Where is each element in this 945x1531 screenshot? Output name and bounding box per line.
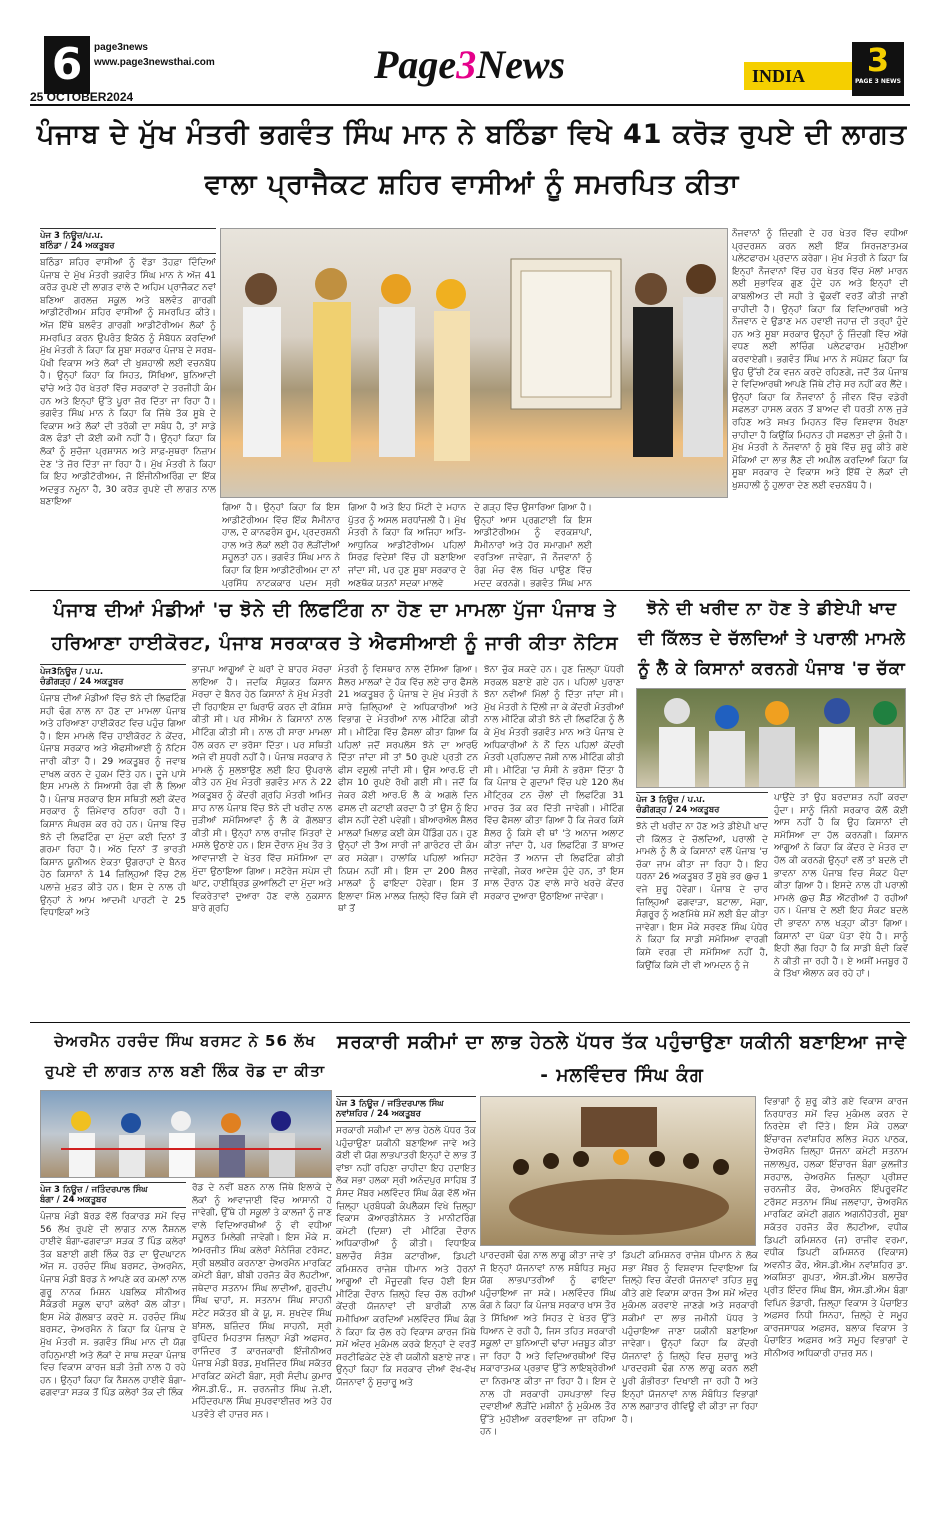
story5-col1 [336,1096,476,1516]
story1-col1 [40,228,216,588]
masthead [44,36,904,104]
story4-text-1: ਪੰਜਾਬ ਮੰਡੀ ਬੋਰਡ ਵੱਲੋਂ ਰਿਕਾਰਡ ਸਮੇਂ ਵਿਚ 56 ਲੱਖ ਰੁਪਏ ਦੀ ਲਾਗਤ ਨਾਲ ਨੈਸ਼ਨਲ ਹਾਈਵੇ ਬੰਗਾ-ਫਗਵਾੜਾ ਸੜਕ ਤੋਂ ਪਿੰਡ ਕਲੇਰਾਂ ਤੱਕ ਬਣਾਈ ਗਈ ਲਿੰਕ ਰੋਡ ਦਾ ਉਦਘਾਟਨ ਅੱਜ ਸ. ਹਰਚੰਦ ਸਿੰਘ ਬਰਸਟ, ਚੇਅਰਮੈਨ, ਪੰਜਾਬ ਮੰਡੀ ਬੋਰਡ ਨੇ ਆਪਣੇ ਕਰ ਕਮਲਾਂ ਨਾਲ ਗੁਰੂ ਨਾਨਕ ਮਿਸ਼ਨ ਪਬਲਿਕ ਸੀਨੀਅਰ ਸੈਕੰਡਰੀ ਸਕੂਲ ਢਾਹਾਂ ਕਲੇਰਾਂ ਕੋਲ ਕੀਤਾ। ਇਸ ਮੌਕੇ ਗੱਲਬਾਤ ਕਰਦੇ ਸ. ਹਰਚੰਦ ਸਿੰਘ ਬਰਸਟ, ਚੇਅਰਮੈਨ ਨੇ ਕਿਹਾ ਕਿ ਪੰਜਾਬ ਦੇ ਮੁੱਖ ਮੰਤਰੀ ਸ. ਭਗਵੰਤ ਸਿੰਘ ਮਾਨ ਦੀ ਯੋਗ ਰਹਿਨੁਮਾਈ ਅਤੇ ਲੋਕਾਂ ਦੇ ਸਾਥ ਸਦਕਾ ਪੰਜਾਬ ਵਿਚ ਵਿਕਾਸ ਕਾਰਜ ਬੜੀ ਤੇਜ਼ੀ ਨਾਲ ਹੋ ਰਹੇ ਹਨ। ਉਨ੍ਹਾਂ ਕਿਹਾ ਕਿ ਨੈਸ਼ਨਲ ਹਾਈਵੇ ਬੰਗਾ-ਫਗਵਾੜਾ ਸੜਕ ਤੋਂ ਪਿੰਡ ਕਲੇਰਾਂ ਤੱਕ ਦੀ ਲਿੰਕ [40,1212,186,1399]
story5-photo [480,1096,756,1246]
story2-text-2: ਭਾਜਪਾ ਆਗੂਆਂ ਦੇ ਘਰਾਂ ਦੇ ਬਾਹਰ ਮੋਰਚਾ ਲਾਇਆ ਹੈ। ਜਦਕਿ ਸੰਯੁਕਤ ਕਿਸਾਨ ਮੋਰਚਾ ਦੇ ਬੈਨਰ ਹੇਠ ਕਿਸਾਨਾਂ ਨੇ ਮੁੱਖ ਮੰਤਰੀ ਦੀ ਰਿਹਾਇਸ਼ ਦਾ ਘਿਰਾਓ ਕਰਨ ਦੀ ਕੋਸ਼ਿਸ਼ ਕੀਤੀ ਸੀ। ਪਰ ਸੀਐਮ ਨੇ ਕਿਸਾਨਾਂ ਨਾਲ ਮੀਟਿੰਗ ਕੀਤੀ ਸੀ। ਨਾਲ ਹੀ ਸਾਰਾ ਮਾਮਲਾ ਹੱਲ ਕਰਨ ਦਾ ਭਰੋਸਾ ਦਿੱਤਾ। ਪਰ ਸਥਿਤੀ ਅਜੇ ਵੀ ਸੁਧਰੀ ਨਹੀਂ ਹੈ। ਪੰਜਾਬ ਸਰਕਾਰ ਨੇ ਮਾਮਲੇ ਨੂੰ ਸੁਲਝਾਉਣ ਲਈ ਇਹ ਉਪਰਾਲੇ ਕੀਤੇ ਹਨ ਮੁੱਖ ਮੰਤਰੀ ਭਗਵੰਤ ਮਾਨ ਨੇ 22 ਅਕਤੂਬਰ ਨੂੰ ਕੇਂਦਰੀ ਗ੍ਰਹਿ ਮੰਤਰੀ ਅਮਿਤ ਸ਼ਾਹ ਨਾਲ ਪੰਜਾਬ ਵਿੱਚ ਝੋਨੇ ਦੀ ਖਰੀਦ ਨਾਲ ਜੁੜੀਆਂ ਸਮੱਸਿਆਵਾਂ ਨੂੰ ਲੈ ਕੇ ਗੱਲਬਾਤ ਕੀਤੀ ਸੀ। ਉਨ੍ਹਾਂ ਨਾਲ ਰਾਜੀਵ ਮਿੱਤਰਾਂ ਦੇ ਮਸਲੇ ਉਠਾਏ ਹਨ। ਇਸ ਦੌਰਾਨ ਮੁੱਖ ਤੌਰ ਤੇ ਆਵਾਜਾਈ ਦੇ ਖੇਤਰ ਵਿੱਚ ਸਮੱਸਿਆ ਦਾ ਮੁੱਦਾ ਉਠਾਇਆ ਗਿਆ। ਸਟੋਰੇਜ ਸਪੇਸ ਦੀ ਘਾਟ, ਹਾਈਬ੍ਰਿਡ ਕੁਆਲਿਟੀ ਦਾ ਮੁੱਦਾ ਅਤੇ ਵਿਕਰੇਤਾਵਾਂ ਦੁਆਰਾ ਹੋਣ ਵਾਲੇ ਨੁਕਸਾਨ ਬਾਰੇ ਗ੍ਰਹਿ [192,665,332,915]
story3-photo [636,688,906,788]
story1-text-3: ਗਿਆ ਹੈ ਅਤੇ ਇਹ ਮਿੱਟੀ ਦੇ ਮਹਾਨ ਪੁੱਤਰ ਨੂੰ ਅਸਲ ਸ਼ਰਧਾਂਜਲੀ ਹੈ। ਮੁੱਖ ਮੰਤਰੀ ਨੇ ਕਿਹਾ ਕਿ ਅਜਿਹਾ ਅਤਿ-ਆਧੁਨਿਕ ਆਡੀਟੋਰੀਅਮ ਪਹਿਲਾਂ ਸਿਰਫ਼ ਵਿਦੇਸ਼ਾਂ ਵਿੱਚ ਹੀ ਬਣਾਇਆ ਜਾਂਦਾ ਸੀ, ਪਰ ਹੁਣ ਸੂਬਾ ਸਰਕਾਰ ਦੇ ਅਣਥੱਕ ਯਤਨਾਂ ਸਦਕਾ ਮਾਲਵੇ [348,503,466,588]
ribbon-cutting-photo-icon [41,1091,332,1178]
story3-headline: ਝੋਨੇ ਦੀ ਖਰੀਦ ਨਾ ਹੋਣ ਤੇ ਡੀਏਪੀ ਖਾਦ ਦੀ ਕਿੱਲਤ ਦੇ ਚੱਲਦਿਆਂ ਤੇ ਪਰਾਲੀ ਮਾਮਲੇ ਨੂੰ ਲੈ ਕੇ ਕਿਸਾਨਾਂ ਕਰਨਗੇ ਪੰਜਾਬ 'ਚ ਚੱਕਾ [638,599,906,678]
story1-headline: ਪੰਜਾਬ ਦੇ ਮੁੱਖ ਮੰਤਰੀ ਭਗਵੰਤ ਸਿੰਘ ਮਾਨ ਨੇ ਬਠਿੰਡਾ ਵਿਖੇ 41 ਕਰੋੜ ਰੁਪਏ ਦੀ ਲਾਗਤ ਵਾਲਾ ਪ੍ਰਾਜੈਕਟ ਸ਼ਹਿਰ ਵਾਸੀਆਂ ਨੂੰ ਸਮਰਪਿਤ ਕੀਤਾ [36,119,908,200]
section-rule-1 [30,590,910,591]
page-number: 6 [44,36,90,94]
story2-byline: ਪੇਜ3ਨਿਊਜ਼ / ਪ.ਪ. ਚੰਡੀਗੜ੍ਹ / 24 ਅਕਤੂਬਰ [40,664,186,690]
story1-byline: ਪੇਜ 3 ਨਿਊਜ਼/ਪ.ਪ. ਬਠਿੰਡਾ / 24 ਅਕਤੂਬਰ [40,228,216,254]
story5-byline: ਪੇਜ 3 ਨਿਊਜ਼ / ਜਤਿੰਦਰਪਾਲ ਸਿੰਘ ਨਵਾਂਸ਼ਹਿਰ / 24 ਅਕਤੂਬਰ [336,1096,476,1122]
story4-col1 [40,1182,186,1512]
top-rule [30,104,910,106]
story5-text-2: ਪਾਰਦਰਸ਼ੀ ਢੰਗ ਨਾਲ ਲਾਗੂ ਕੀਤਾ ਜਾਵੇ ਤਾਂ ਜੋ ਇਨ੍ਹਾਂ ਯੋਜਨਾਵਾਂ ਨਾਲ ਸਬੰਧਿਤ ਸਮੂਹ ਯੋਗ ਲਾਭਪਾਤਰੀਆਂ ਨੂੰ ਫਾਇਦਾ ਪਹੁੰਚਾਇਆ ਜਾ ਸਕੇ। ਮਲਵਿੰਦਰ ਸਿੰਘ ਕੰਗ ਨੇ ਕਿਹਾ ਕਿ ਪੰਜਾਬ ਸਰਕਾਰ ਖਾਸ ਤੌਰ ਤੇ ਸਿੱਖਿਆ ਅਤੇ ਸਿਹਤ ਦੇ ਖੇਤਰ ਉੱਤੇ ਧਿਆਨ ਦੇ ਰਹੀ ਹੈ, ਜਿਸ ਤਹਿਤ ਸਰਕਾਰੀ ਸਕੂਲਾਂ ਦਾ ਬੁਨਿਆਦੀ ਢਾਂਚਾ ਮਜ਼ਬੂਤ ਕੀਤਾ ਜਾ ਰਿਹਾ ਹੈ ਅਤੇ ਵਿਦਿਆਰਥੀਆਂ ਵਿੱਚ ਸਕਾਰਾਤਮਕ ਪ੍ਰਭਾਵ ਉੱਤੇ ਲਾਇਬ੍ਰੇਰੀਆਂ ਦਾ ਨਿਰਮਾਣ ਕੀਤਾ ਜਾ ਰਿਹਾ ਹੈ। ਇਸ ਦੇ ਨਾਲ ਹੀ ਸਰਕਾਰੀ ਹਸਪਤਾਲਾਂ ਵਿਚ ਦਵਾਈਆਂ ਲੋੜੀਂਦੇ ਮਸ਼ੀਨਾਂ ਨੂੰ ਮੁਕੰਮਲ ਤੌਰ ਉੱਤੇ ਮੁਹੱਈਆ ਕਰਵਾਇਆ ਜਾ ਰਹਿਆ ਹਨ। [480,1251,616,1438]
story5-text-4: ਵਿਭਾਗਾਂ ਨੂੰ ਸ਼ੁਰੂ ਕੀਤੇ ਗਏ ਵਿਕਾਸ ਕਾਰਜ ਨਿਰਧਾਰਤ ਸਮੇਂ ਵਿਚ ਮੁਕੰਮਲ ਕਰਨ ਦੇ ਨਿਰਦੇਸ਼ ਵੀ ਦਿੱਤੇ। ਇਸ ਮੌਕੇ ਹਲਕਾ ਇੰਚਾਰਜ ਨਵਾਂਸ਼ਹਿਰ ਲਲਿਤ ਮੋਹਨ ਪਾਠਕ, ਚੇਅਰਮੈਨ ਜ਼ਿਲ੍ਹਾ ਯੋਜਨਾ ਕਮੇਟੀ ਸਤਨਾਮ ਜਲਾਲਪੁਰ, ਹਲਕਾ ਇੰਚਾਰਜ ਬੰਗਾ ਕੁਲਜੀਤ ਸਰਹਾਲ, ਚੇਅਰਮੈਨ ਜ਼ਿਲ੍ਹਾ ਪ੍ਰੀਸ਼ਦ ਚਰਨਜੀਤ ਕੌਰ, ਚੇਅਰਮੈਨ ਇੰਪਰੂਵਮੈਂਟ ਟਰੱਸਟ ਸਤਨਾਮ ਸਿੰਘ ਜਲਵਾਹਾ, ਚੇਅਰਮੈਨ ਮਾਰਕਿਟ ਕਮੇਟੀ ਗਗਨ ਅਗਨੀਹੋਤਰੀ, ਸੂਬਾ ਸਕੱਤਰ ਹਰਜੋਤ ਕੌਰ ਲੋਹਟੀਆ, ਵਧੀਕ ਡਿਪਟੀ ਕਮਿਸ਼ਨਰ (ਜ) ਰਾਜੀਵ ਵਰਮਾ, ਵਧੀਕ ਡਿਪਟੀ ਕਮਿਸ਼ਨਰ (ਵਿਕਾਸ) ਅਵਨੀਤ ਕੌਰ, ਐਸ.ਡੀ.ਐਮ ਨਵਾਂਸ਼ਹਿਰ ਡਾ. ਅਕਸ਼ਿਤਾ ਗੁਪਤਾ, ਐਸ.ਡੀ.ਐਮ ਬਲਾਚੌਰ ਪ੍ਰੀਤ ਇੰਦਰ ਸਿੰਘ ਬੈਂਸ, ਐਸ.ਡੀ.ਐਮ ਬੰਗਾ ਵਿਪਿਨ ਭੰਡਾਰੀ, ਜ਼ਿਲ੍ਹਾ ਵਿਕਾਸ ਤੇ ਪੰਚਾਇਤ ਅਫ਼ਸਰ ਨਿਧੀ ਸਿਨਹਾ, ਜ਼ਿਲ੍ਹੇ ਦੇ ਸਮੂਹ ਕਾਰਜਸਾਧਕ ਅਫ਼ਸਰ, ਬਲਾਕ ਵਿਕਾਸ ਤੇ ਪੰਚਾਇਤ ਅਫ਼ਸਰ ਅਤੇ ਸਮੂਹ ਵਿਭਾਗਾਂ ਦੇ ਸੀਨੀਅਰ ਅਧਿਕਾਰੀ ਹਾਜ਼ਰ ਸਨ। [764,1097,908,1359]
story4-photo [40,1090,332,1178]
story2-text-1: ਪੰਜਾਬ ਦੀਆਂ ਮੰਡੀਆਂ ਵਿੱਚ ਝੋਨੇ ਦੀ ਲਿਫਟਿੰਗ ਸਹੀ ਢੰਗ ਨਾਲ ਨਾ ਹੋਣ ਦਾ ਮਾਮਲਾ ਪੰਜਾਬ ਅਤੇ ਹਰਿਆਣਾ ਹਾਈਕੋਰਟ ਵਿਚ ਪਹੁੰਚ ਗਿਆ ਹੈ। ਇਸ ਮਾਮਲੇ ਵਿੱਚ ਹਾਈਕੋਰਟ ਨੇ ਕੇਂਦਰ, ਪੰਜਾਬ ਸਰਕਾਰ ਅਤੇ ਐਫਸੀਆਈ ਨੂੰ ਨੋਟਿਸ ਜਾਰੀ ਕੀਤਾ ਹੈ। 29 ਅਕਤੂਬਰ ਨੂੰ ਜਵਾਬ ਦਾਖਲ ਕਰਨ ਦੇ ਹੁਕਮ ਦਿੱਤੇ ਹਨ। ਦੂਜੇ ਪਾਸੇ ਇਸ ਮਾਮਲੇ ਨੇ ਸਿਆਸੀ ਰੰਗ ਵੀ ਲੈ ਲਿਆ ਹੈ। ਪੰਜਾਬ ਸਰਕਾਰ ਇਸ ਸਥਿਤੀ ਲਈ ਕੇਂਦਰ ਸਰਕਾਰ ਨੂੰ ਜ਼ਿੰਮੇਵਾਰ ਠਹਿਰਾ ਰਹੀ ਹੈ। ਕਿਸਾਨ ਸੰਘਰਸ਼ ਕਰ ਰਹੇ ਹਨ। ਪੰਜਾਬ ਵਿੱਚ ਝੋਨੇ ਦੀ ਲਿਫਟਿੰਗ ਦਾ ਮੁੱਦਾ ਕਈ ਦਿਨਾਂ ਤੋਂ ਗਰਮਾ ਰਿਹਾ ਹੈ। ਅੱਠ ਦਿਨਾਂ ਤੋਂ ਭਾਰਤੀ ਕਿਸਾਨ ਯੂਨੀਅਨ ਏਕਤਾ ਉਗਰਾਹਾਂ ਦੇ ਬੈਨਰ ਹੇਠ ਕਿਸਾਨਾਂ ਨੇ 14 ਜ਼ਿਲ੍ਹਿਆਂ ਵਿੱਚ ਟੋਲ ਪਲਾਜ਼ੇ ਮੁਫ਼ਤ ਕੀਤੇ ਹਨ। ਇਸ ਦੇ ਨਾਲ ਹੀ ਉਨ੍ਹਾਂ ਨੇ ਆਮ ਆਦਮੀ ਪਾਰਟੀ ਦੇ 25 ਵਿਧਾਇਕਾਂ ਅਤੇ [40,694,186,919]
site-name[interactable]: page3news www.page3newsthai.com [94,42,215,68]
section-tag: INDIA [744,62,862,90]
story3-col1 [636,792,768,1020]
story1-photo [220,228,728,498]
story1-text-2: ਗਿਆ ਹੈ। ਉਨ੍ਹਾਂ ਕਿਹਾ ਕਿ ਇਸ ਆਡੀਟੋਰੀਅਮ ਵਿੱਚ ਇੱਕ ਸੈਮੀਨਾਰ ਹਾਲ, ਦੋ ਕਾਨਫਰੰਸ ਰੂਮ, ਪ੍ਰਦਰਸ਼ਨੀ ਹਾਲ ਅਤੇ ਲੋਕਾਂ ਲਈ ਹੋਰ ਲੋੜੀਂਦੀਆਂ ਸਹੂਲਤਾਂ ਹਨ। ਭਗਵੰਤ ਸਿੰਘ ਮਾਨ ਨੇ ਕਿਹਾ ਕਿ ਇਸ ਆਡੀਟੋਰੀਅਮ ਦਾ ਨਾਂ ਪ੍ਰਸਿੱਧ ਨਾਟਕਕਾਰ ਪਦਮ ਸ੍ਰੀ [222,503,340,588]
brand-badge: 3 PAGE 3 NEWS [852,42,904,96]
farmers-press-photo-icon [637,689,906,788]
story4-headline: ਚੇਅਰਮੈਨ ਹਰਚੰਦ ਸਿੰਘ ਬਰਸਟ ਨੇ 56 ਲੱਖ ਰੁਪਏ ਦੀ ਲਾਗਤ ਨਾਲ ਬਣੀ ਲਿੰਕ ਰੋਡ ਦਾ ਕੀਤਾ [44,1032,326,1080]
story1-text-4: ਦੇ ਗੜ੍ਹ ਵਿੱਚ ਉਸਾਰਿਆ ਗਿਆ ਹੈ। ਉਨ੍ਹਾਂ ਆਸ ਪ੍ਰਗਟਾਈ ਕਿ ਇਸ ਆਡੀਟੋਰੀਅਮ ਨੂੰ ਵਰਕਸ਼ਾਪਾਂ, ਸੈਮੀਨਾਰਾਂ ਅਤੇ ਹੋਰ ਸਮਾਗਮਾਂ ਲਈ ਵਰਤਿਆ ਜਾਵੇਗਾ, ਜੋ ਨੌਜਵਾਨਾਂ ਨੂੰ ਰੰਗ ਮੰਚ ਵੱਲ ਖਿੱਚ ਪਾਉਣ ਵਿੱਚ ਮਦਦ ਕਰਨਗੇ। ਭਗਵੰਤ ਸਿੰਘ ਮਾਨ [474,503,592,588]
section-rule-2 [30,1022,910,1023]
story5-text-3: ਡਿਪਟੀ ਕਮਿਸ਼ਨਰ ਰਾਜੇਸ਼ ਧੀਮਾਨ ਨੇ ਲੋਕ ਸਭਾ ਮੈਂਬਰ ਨੂੰ ਵਿਸ਼ਵਾਸ ਦਿਵਾਇਆ ਕਿ ਜ਼ਿਲ੍ਹੇ ਵਿਚ ਕੇਂਦਰੀ ਯੋਜਨਾਵਾਂ ਤਹਿਤ ਸ਼ੁਰੂ ਕੀਤੇ ਗਏ ਵਿਕਾਸ ਕਾਰਜ ਤੈਅ ਸਮੇਂ ਅੰਦਰ ਮੁਕੰਮਲ ਕਰਵਾਏ ਜਾਣਗੇ ਅਤੇ ਸਰਕਾਰੀ ਸਕੀਮਾਂ ਦਾ ਲਾਭ ਜਮੀਨੀ ਪੱਧਰ ਤੇ ਪਹੁੰਚਾਇਆ ਜਾਣਾ ਯਕੀਨੀ ਬਣਾਇਆ ਜਾਵੇਗਾ। ਉਨ੍ਹਾਂ ਕਿਹਾ ਕਿ ਕੇਂਦਰੀ ਯੋਜਨਾਵਾਂ ਨੂੰ ਜ਼ਿਲ੍ਹੇ ਵਿਚ ਸੁਚਾਰੂ ਅਤੇ ਪਾਰਦਰਸ਼ੀ ਢੰਗ ਨਾਲ ਲਾਗੂ ਕਰਨ ਲਈ ਪੂਰੀ ਗੰਭੀਰਤਾ ਦਿਖਾਈ ਜਾ ਰਹੀ ਹੈ ਅਤੇ ਇਨ੍ਹਾਂ ਯੋਜਨਾਵਾਂ ਨਾਲ ਸੰਬੰਧਿਤ ਵਿਭਾਗਾਂ ਨਾਲ ਲਗਾਤਾਰ ਰੀਵਿਊ ਵੀ ਕੀਤਾ ਜਾ ਰਿਹਾ ਹੈ। [622,1251,758,1425]
issue-date: 25 OCTOBER2024 [30,90,134,104]
inauguration-photo-icon [221,229,728,498]
story2-col1 [40,664,186,1016]
story3-text-1: ਝੋਨੇ ਦੀ ਖਰੀਦ ਨਾ ਹੋਣ ਅਤੇ ਡੀਏਪੀ ਖਾਦ ਦੀ ਕਿੱਲਤ ਦੇ ਚੱਲਦਿਆਂ, ਪਰਾਲੀ ਦੇ ਮਾਮਲੇ ਨੂੰ ਲੈ ਕੇ ਕਿਸਾਨਾਂ ਵਲੋਂ ਪੰਜਾਬ 'ਚ ਚੱਕਾ ਜਾਮ ਕੀਤਾ ਜਾ ਰਿਹਾ ਹੈ। ਇਹ ਧਰਨਾ 26 ਅਕਤੂਬਰ ਤੋਂ ਸੂਬੇ ਭਰ @ਚ 1 ਵਜੇ ਸ਼ੁਰੂ ਹੋਵੇਗਾ। ਪੰਜਾਬ ਦੇ ਚਾਰ ਜ਼ਿਲ੍ਹਿਆਂ ਫਗਵਾੜਾ, ਬਟਾਲਾ, ਮੋਗਾ, ਸੰਗਰੂਰ ਨੂੰ ਅਣਮਿੱਥੇ ਸਮੇਂ ਲਈ ਬੰਦ ਕੀਤਾ ਜਾਵੇਗਾ। ਇਸ ਮੌਕੇ ਸਰਵਣ ਸਿੰਘ ਪੰਧੇਰ ਨੇ ਕਿਹਾ ਕਿ ਸਾਡੀ ਸਮੱਸਿਆ ਵਾਰਗੀ ਕਿਸੇ ਵਰਗ ਦੀ ਸਮੱਸਿਆ ਨਹੀਂ ਹੈ, ਕਿਉਂਕਿ ਕਿਸੇ ਦੀ ਵੀ ਆਮਦਨ ਨੂੰ ਜੇ [636,822,768,971]
story1-text-1: ਬਠਿੰਡਾ ਸ਼ਹਿਰ ਵਾਸੀਆਂ ਨੂੰ ਵੱਡਾ ਤੋਹਫ਼ਾ ਦਿੰਦਿਆਂ ਪੰਜਾਬ ਦੇ ਮੁੱਖ ਮੰਤਰੀ ਭਗਵੰਤ ਸਿੰਘ ਮਾਨ ਨੇ ਅੱਜ 41 ਕਰੋੜ ਰੁਪਏ ਦੀ ਲਾਗਤ ਵਾਲੇ ਦੋ ਅਹਿਮ ਪ੍ਰਾਜੈਕਟ ਨਵਾਂ ਬਣਿਆ ਗਰਲਜ਼ ਸਕੂਲ ਅਤੇ ਬਲਵੰਤ ਗਾਰਗੀ ਆਡੀਟੋਰੀਅਮ ਸ਼ਹਿਰ ਵਾਸੀਆਂ ਨੂੰ ਸਮਰਪਿਤ ਕੀਤੇ। ਅੱਜ ਇੱਥੇ ਬਲਵੰਤ ਗਾਰਗੀ ਆਡੀਟੋਰੀਅਮ ਲੋਕਾਂ ਨੂੰ ਸਮਰਪਿਤ ਕਰਨ ਉਪਰੰਤ ਇਕੱਠ ਨੂੰ ਸੰਬੋਧਨ ਕਰਦਿਆਂ ਮੁੱਖ ਮੰਤਰੀ ਨੇ ਕਿਹਾ ਕਿ ਸੂਬਾ ਸਰਕਾਰ ਪੰਜਾਬ ਦੇ ਸਰਬ-ਪੱਖੀ ਵਿਕਾਸ ਅਤੇ ਲੋਕਾਂ ਦੀ ਖੁਸ਼ਹਾਲੀ ਲਈ ਵਚਨਬੱਧ ਹੈ। ਉਨ੍ਹਾਂ ਕਿਹਾ ਕਿ ਸਿਹਤ, ਸਿੱਖਿਆ, ਬੁਨਿਆਦੀ ਢਾਂਚੇ ਅਤੇ ਹੋਰ ਖੇਤਰਾਂ ਵਿੱਚ ਸਰਕਾਰਾਂ ਦੇ ਤਰਜੀਹੀ ਕੰਮ ਹਨ ਅਤੇ ਇਨ੍ਹਾਂ ਉੱਤੇ ਪੂਰਾ ਜ਼ੋਰ ਦਿੱਤਾ ਜਾ ਰਿਹਾ ਹੈ। ਭਗਵੰਤ ਸਿੰਘ ਮਾਨ ਨੇ ਕਿਹਾ ਕਿ ਜਿੱਥੇ ਤੱਕ ਸੂਬੇ ਦੇ ਵਿਕਾਸ ਅਤੇ ਲੋਕਾਂ ਦੀ ਤਰੱਕੀ ਦਾ ਸਬੰਧ ਹੈ, ਤਾਂ ਸਾਡੇ ਕੋਲ ਫੰਡਾਂ ਦੀ ਕੋਈ ਕਮੀ ਨਹੀਂ ਹੈ। ਉਨ੍ਹਾਂ ਕਿਹਾ ਕਿ ਲੋਕਾਂ ਨੂੰ ਸੁਚੱਜਾ ਪ੍ਰਸ਼ਾਸਨ ਅਤੇ ਸਾਫ਼-ਸੁਥਰਾ ਨਿਜ਼ਾਮ ਦੇਣ 'ਤੇ ਜ਼ੋਰ ਦਿੱਤਾ ਜਾ ਰਿਹਾ ਹੈ। ਮੁੱਖ ਮੰਤਰੀ ਨੇ ਕਿਹਾ ਕਿ ਇਹ ਆਡੀਟੋਰੀਅਮ, ਜੋ ਇੰਜੀਨੀਅਰਿੰਗ ਦਾ ਇੱਕ ਅਦਭੁਤ ਨਮੂਨਾ ਹੈ, 30 ਕਰੋੜ ਰੁਪਏ ਦੀ ਲਾਗਤ ਨਾਲ ਬਣਾਇਆ [40,258,216,508]
story1-text-5: ਨੌਜਵਾਨਾਂ ਨੂੰ ਜ਼ਿੰਦਗੀ ਦੇ ਹਰ ਖੇਤਰ ਵਿੱਚ ਵਧੀਆ ਪ੍ਰਦਰਸ਼ਨ ਕਰਨ ਲਈ ਇੱਕ ਸਿਰਜਣਾਤਮਕ ਪਲੇਟਫਾਰਮ ਪ੍ਰਦਾਨ ਕਰੇਗਾ। ਮੁੱਖ ਮੰਤਰੀ ਨੇ ਕਿਹਾ ਕਿ ਇਨ੍ਹਾਂ ਨੌਜਵਾਨਾਂ ਵਿੱਚ ਹਰ ਖੇਤਰ ਵਿੱਚ ਮੱਲਾਂ ਮਾਰਨ ਲਈ ਸੁਭਾਵਿਕ ਗੁਣ ਹੁੰਦੇ ਹਨ ਅਤੇ ਇਨ੍ਹਾਂ ਦੀ ਕਾਬਲੀਅਤ ਦੀ ਸਹੀ ਤੇ ਢੁੱਕਵੀਂ ਵਰਤੋਂ ਕੀਤੀ ਜਾਣੀ ਚਾਹੀਦੀ ਹੈ। ਉਨ੍ਹਾਂ ਕਿਹਾ ਕਿ ਵਿਦਿਆਰਥੀ ਅਤੇ ਨੌਜਵਾਨ ਦੇ ਉਡਾਣ ਮਨ ਹਵਾਈ ਜਹਾਜ਼ ਦੀ ਤਰ੍ਹਾਂ ਹੁੰਦੇ ਹਨ ਅਤੇ ਸੂਬਾ ਸਰਕਾਰ ਉਨ੍ਹਾਂ ਨੂੰ ਜ਼ਿੰਦਗੀ ਵਿੱਚ ਅੱਗੇ ਵਧਣ ਲਈ ਲਾਂਚਿੰਗ ਪਲੇਟਫਾਰਮ ਮੁਹੱਈਆ ਕਰਵਾਏਗੀ। ਭਗਵੰਤ ਸਿੰਘ ਮਾਨ ਨੇ ਸਪੱਸ਼ਟ ਕਿਹਾ ਕਿ ਉਹ ਉੱਚੀ ਟੱਕ ਵਜ਼ਨ ਕਰਦੇ ਰਹਿਣਗੇ, ਜਦੋਂ ਤੱਕ ਪੰਜਾਬ ਦੇ ਵਿਦਿਆਰਥੀ ਆਪਣੇ ਜਿੱਥੇ ਟੀਚੇ ਸਰ ਨਹੀਂ ਕਰ ਲੈਂਦੇ। ਉਨ੍ਹਾਂ ਕਿਹਾ ਕਿ ਨੌਜਵਾਨਾਂ ਨੂੰ ਜੀਵਨ ਵਿੱਚ ਵਡੇਰੀ ਸਫਲਤਾ ਹਾਸਲ ਕਰਨ ਤੋਂ ਬਾਅਦ ਵੀ ਧਰਤੀ ਨਾਲ ਜੁੜੇ ਰਹਿਣ ਅਤੇ ਸਖ਼ਤ ਮਿਹਨਤ ਵਿੱਚ ਵਿਸ਼ਵਾਸ ਰੱਖਣਾ ਚਾਹੀਦਾ ਹੈ ਕਿਉਂਕਿ ਮਿਹਨਤ ਹੀ ਸਫਲਤਾ ਦੀ ਕੁੰਜੀ ਹੈ। ਮੁੱਖ ਮੰਤਰੀ ਨੇ ਨੌਜਵਾਨਾਂ ਨੂੰ ਸੂਬੇ ਵਿੱਚ ਸ਼ੁਰੂ ਕੀਤੇ ਗਏ ਮੌਕਿਆਂ ਦਾ ਲਾਭ ਲੈਣ ਦੀ ਅਪੀਲ ਕਰਦਿਆਂ ਕਿਹਾ ਕਿ ਸੂਬਾ ਸਰਕਾਰ ਦੇ ਵਿਕਾਸ ਅਤੇ ਇੱਥੋਂ ਦੇ ਲੋਕਾਂ ਦੀ ਖੁਸ਼ਹਾਲੀ ਨੂੰ ਹੁਲਾਰਾ ਦੇਣ ਲਈ ਵਚਨਬੱਧ ਹੈ। [732,229,908,491]
story4-text-2: ਰੋਡ ਦੇ ਨਵੀਂ ਬਣਨ ਨਾਲ ਜਿੱਥੇ ਇਲਾਕੇ ਦੇ ਲੋਕਾਂ ਨੂੰ ਆਵਾਜਾਈ ਵਿੱਚ ਆਸਾਨੀ ਹੋ ਜਾਵੇਗੀ, ਉੱਥੇ ਹੀ ਸਕੂਲਾਂ ਤੇ ਕਾਲਜਾਂ ਨੂੰ ਜਾਣ ਵਾਲੇ ਵਿਦਿਆਰਥੀਆਂ ਨੂੰ ਵੀ ਵਧੀਆ ਸਹੂਲਤ ਮਿਲੇਗੀ ਜਾਵੇਗੀ। ਇਸ ਮੌਕੇ ਸ. ਅਮਰਜੀਤ ਸਿੰਘ ਕਲੇਰਾਂ ਮੈਨੇਜਿੰਗ ਟਰੱਸਟ, ਸ੍ਰੀ ਬਲਬੀਰ ਕਰਨਾਣਾ ਚੇਅਰਮੈਨ ਮਾਰਕਿਟ ਕਮੇਟੀ ਬੰਗਾ, ਬੀਬੀ ਹਰਜੋਤ ਕੌਰ ਲੋਹਟੀਆ, ਜਥੇਦਾਰ ਸਤਨਾਮ ਸਿੰਘ ਲਾਦੀਆਂ, ਗੁਰਦੀਪ ਸਿੰਘ ਢਾਹਾਂ, ਸ. ਸਤਨਾਮ ਸਿੰਘ ਸਾਹਨੀ ਸਟੇਟ ਸਕੱਤਰ ਬੀ ਕੇ ਯੂ, ਸ. ਸੁਖਦੇਵ ਸਿੰਘ ਬਾਂਸਲ, ਬਜ਼ਿੰਦਰ ਸਿੰਘ ਸਾਹਨੀ, ਸ੍ਰੀ ਰੁਪਿੰਦਰ ਮਿਹਤਾਸ ਜ਼ਿਲ੍ਹਾ ਮੰਡੀ ਅਫਸਰ, ਰਾਜਿੰਦਰ ਤੋਂ ਕਾਰਜਕਾਰੀ ਇੰਜੀਨੀਅਰ ਪੰਜਾਬ ਮੰਡੀ ਬੋਰਡ, ਸੁਖਜਿੰਦਰ ਸਿੰਘ ਸਕੱਤਰ ਮਾਰਕਿਟ ਕਮੇਟੀ ਬੰਗਾ, ਸ੍ਰੀ ਸੰਦੀਪ ਕੁਮਾਰ ਐਸ.ਡੀ.ਓ., ਸ. ਚਰਨਜੀਤ ਸਿੰਘ ਜੇ.ਈ, ਮਹਿੰਦਰਪਾਲ ਸਿੰਘ ਸੁਪਰਵਾਈਜ਼ਰ ਅਤੇ ਹੋਰ ਪਤਵੰਤੇ ਵੀ ਹਾਜ਼ਰ ਸਨ। [192,1183,332,1420]
story2-headline: ਪੰਜਾਬ ਦੀਆਂ ਮੰਡੀਆਂ 'ਚ ਝੋਨੇ ਦੀ ਲਿਫਟਿੰਗ ਨਾ ਹੋਣ ਦਾ ਮਾਮਲਾ ਪੁੱਜਾ ਪੰਜਾਬ ਤੇ ਹਰਿਆਣਾ ਹਾਈਕੋਰਟ, ਪੰਜਾਬ ਸਰਕਾਕਰ ਤੇ ਐਫਸੀਆਈ ਨੂੰ ਜਾਰੀ ਕੀਤਾ ਨੋਟਿਸ [51,600,619,654]
story2-text-4: ਝੋਨਾ ਚੁੱਕ ਸਕਦੇ ਹਨ। ਹੁਣ ਜ਼ਿਲ੍ਹਾ ਪੱਧਰੀ ਸਰਕਲ ਬਣਾਏ ਗਏ ਹਨ। ਪਹਿਲਾਂ ਪੁਰਾਣਾ ਝੋਨਾ ਨਵੀਆਂ ਮਿੱਲਾਂ ਨੂੰ ਦਿੱਤਾ ਜਾਂਦਾ ਸੀ। ਮੁੱਖ ਮੰਤਰੀ ਨੇ ਦਿੱਲੀ ਜਾ ਕੇ ਕੇਂਦਰੀ ਮੰਤਰੀਆਂ ਨਾਲ ਮੀਟਿੰਗ ਕੀਤੀ ਝੋਨੇ ਦੀ ਲਿਫਟਿੰਗ ਨੂੰ ਲੈ ਕੇ ਮੁੱਖ ਮੰਤਰੀ ਭਗਵੰਤ ਮਾਨ ਅਤੇ ਪੰਜਾਬ ਦੇ ਅਧਿਕਾਰੀਆਂ ਨੇ ਨੌਂ ਦਿਨ ਪਹਿਲਾਂ ਕੇਂਦਰੀ ਮੰਤਰੀ ਪ੍ਰਹਿਲਾਦ ਜੋਸ਼ੀ ਨਾਲ ਮੀਟਿੰਗ ਕੀਤੀ ਸੀ। ਮੀਟਿੰਗ 'ਚ ਸੰਸੀ ਨੇ ਭਰੋਸਾ ਦਿੱਤਾ ਹੈ ਕਿ ਪੰਜਾਬ ਦੇ ਗੁਦਾਮਾਂ ਵਿੱਚ ਪਏ 120 ਲੱਖ ਮੀਟ੍ਰਿਕ ਟਨ ਚੌਲਾਂ ਦੀ ਲਿਫਟਿੰਗ 31 ਮਾਰਚ ਤੱਕ ਕਰ ਦਿੱਤੀ ਜਾਵੇਗੀ। ਮੀਟਿੰਗ ਵਿੱਚ ਫੈਸਲਾ ਕੀਤਾ ਗਿਆ ਹੈ ਕਿ ਜੇਕਰ ਕਿਸੇ ਸ਼ੈਲਰ ਨੂੰ ਕਿਸੇ ਵੀ ਥਾਂ 'ਤੇ ਅਨਾਜ ਅਲਾਟ ਕੀਤਾ ਜਾਂਦਾ ਹੈ, ਪਰ ਲਿਫਟਿੰਗ ਤੋਂ ਬਾਅਦ ਸਟੋਰੇਜ ਤੋਂ ਅਨਾਜ ਦੀ ਲਿਫਟਿੰਗ ਕੀਤੀ ਜਾਵੇਗੀ, ਜੇਕਰ ਆਦੇਸ਼ ਹੁੰਦੇ ਹਨ, ਤਾਂ ਇਸ ਸਾਲ ਦੌਰਾਨ ਹੋਣ ਵਾਲੇ ਸਾਰੇ ਖਰਚੇ ਕੇਂਦਰ ਸਰਕਾਰ ਦੁਆਰਾ ਉਠਾਇਆ ਜਾਵੇਗਾ। [484,665,624,902]
story3-text-2: ਪਾਉਂਦੇ ਤਾਂ ਉਹ ਬਰਦਾਸ਼ਤ ਨਹੀਂ ਕਰਦਾ ਹੁੰਦਾ। ਸਾਨੂੰ ਜਿੰਨੀ ਸਰਕਾਰ ਕੋਲੋਂ ਕੋਈ ਆਸ ਨਹੀਂ ਹੈ ਕਿ ਉਹ ਕਿਸਾਨਾਂ ਦੀ ਸਮੱਸਿਆ ਦਾ ਹੱਲ ਕਰਨਗੀ। ਕਿਸਾਨ ਆਗੂਆਂ ਨੇ ਕਿਹਾ ਕਿ ਕੇਂਦਰ ਦੇ ਮੰਤਰ ਦਾ ਹੱਲ ਕੀ ਕਰਨਗੇ ਉਨ੍ਹਾਂ ਵਲੋਂ ਤਾਂ ਬਦਲੇ ਦੀ ਭਾਵਨਾ ਨਾਲ ਪੰਜਾਬ ਵਿਚ ਸੰਕਟ ਪੈਦਾ ਕੀਤਾ ਗਿਆ ਹੈ। ਇਸਦੇ ਨਾਲ ਹੀ ਪਰਾਲੀ ਮਾਮਲੇ @ਚ ਸ਼ੈੱਡ ਐੱਟਰੀਆਂ ਹੋ ਰਹੀਆਂ ਹਨ। ਪੰਜਾਬ ਦੇ ਲਈ ਇਹ ਸੰਕਟ ਬਦਲੇ ਦੀ ਭਾਵਨਾ ਨਾਲ ਖੜ੍ਹਾ ਕੀਤਾ ਗਿਆ। ਕਿਸਾਨਾਂ ਦਾ ਪੱਕਾ ਪੱਤਾ ਵੱਧੇ ਹੈ। ਸਾਨੂੰ ਇਹੀ ਲੱਗ ਰਿਹਾ ਹੈ ਕਿ ਸਾਡੀ ਬੰਦੀ ਕਿਵੇਂ ਨੇ ਕੀਤੀ ਜਾ ਰਹੀ ਹੈ। ਏ ਅਸੀਂ ਮਜਬੂਰ ਹੋ ਕੇ ਤਿੱਖਾ ਐਲਾਨ ਕਰ ਰਹੇ ਹਾਂ। [774,793,908,980]
story2-text-3: ਮੰਤਰੀ ਨੂੰ ਵਿਸਥਾਰ ਨਾਲ ਦੱਸਿਆ ਗਿਆ। ਸ਼ੈਲਰ ਮਾਲਕਾਂ ਦੇ ਹੱਕ ਵਿੱਚ ਲਏ ਚਾਰ ਫੈਸਲੇ 21 ਅਕਤੂਬਰ ਨੂੰ ਪੰਜਾਬ ਦੇ ਮੁੱਖ ਮੰਤਰੀ ਨੇ ਸਾਰੇ ਜ਼ਿਲ੍ਹਿਆਂ ਦੇ ਅਧਿਕਾਰੀਆਂ ਅਤੇ ਵਿਭਾਗ ਦੇ ਮੰਤਰੀਆਂ ਨਾਲ ਮੀਟਿੰਗ ਕੀਤੀ ਸੀ। ਮੀਟਿੰਗ ਵਿੱਚ ਫ਼ੈਸਲਾ ਕੀਤਾ ਗਿਆ ਕਿ ਪਹਿਲਾਂ ਜਦੋਂ ਸਰਪਲੱਸ ਝੋਨੇ ਦਾ ਆਰਓ ਦਿੱਤਾ ਜਾਂਦਾ ਸੀ ਤਾਂ 50 ਰੁਪਏ ਪ੍ਰਤੀ ਟਨ ਫੀਸ ਵਸੂਲੀ ਜਾਂਦੀ ਸੀ। ਉਸ ਆਰ.ਓ ਦੀ ਫੀਸ 10 ਰੁਪਏ ਰੱਖੀ ਗਈ ਸੀ। ਜਦੋਂ ਕਿ ਜੇਕਰ ਕੋਈ ਆਰ.ਓ ਲੈ ਕੇ ਅਗਲੇ ਦਿਨ ਫਸਲ ਦੀ ਕਟਾਈ ਕਰਦਾ ਹੈ ਤਾਂ ਉਸ ਨੂੰ ਇਹ ਫੀਸ ਨਹੀਂ ਦੇਣੀ ਪਵੇਗੀ। ਬੀਆਰਐਲ ਸ਼ੈਲਰ ਮਾਲਕਾਂ ਖ਼ਿਲਾਫ਼ ਕਈ ਕੇਸ ਪੈਂਡਿੰਗ ਹਨ। ਹੁਣ ਉਨ੍ਹਾਂ ਦੀ ਤੈਅ ਸਾਰੀ ਜਾਂ ਗਾਰੰਟਰ ਦੀ ਕੰਮ ਕਰ ਸਕੇਗਾ। ਹਾਲਾਂਕਿ ਪਹਿਲਾਂ ਅਜਿਹਾ ਨਿਯਮ ਨਹੀਂ ਸੀ। ਇਸ ਦਾ 200 ਸ਼ੈਲਰ ਮਾਲਕਾਂ ਨੂੰ ਫਾਇਦਾ ਹੋਵੇਗਾ। ਇਸ ਤੋਂ ਇਲਾਵਾ ਮਿੱਲ ਮਾਲਕ ਜ਼ਿਲ੍ਹੇ ਵਿੱਚ ਕਿਸੇ ਵੀ ਥਾਂ ਤੋਂ [338,665,478,915]
story4-byline: ਪੇਜ 3 ਨਿਊਜ਼ / ਜਤਿੰਦਰਪਾਲ ਸਿੰਘ ਬੰਗਾ / 24 ਅਕਤੂਬਰ [40,1182,186,1208]
story3-byline: ਪੇਜ 3 ਨਿਊਜ਼ / ਪ.ਪ. ਚੰਡੀਗੜ੍ਹ / 24 ਅਕਤੂਬਰ [636,792,768,818]
story5-headline: ਸਰਕਾਰੀ ਸਕੀਮਾਂ ਦਾ ਲਾਭ ਹੇਠਲੇ ਪੱਧਰ ਤੱਕ ਪਹੁੰਚਾਉਣਾ ਯਕੀਨੀ ਬਣਾਇਆ ਜਾਵੇ - ਮਲਵਿੰਦਰ ਸਿੰਘ ਕੰਗ [337,1032,907,1086]
story5-text-1: ਸਰਕਾਰੀ ਸਕੀਮਾਂ ਦਾ ਲਾਭ ਹੇਠਲੇ ਪੱਧਰ ਤੱਕ ਪਹੁੰਚਾਉਣਾ ਯਕੀਨੀ ਬਣਾਇਆ ਜਾਵੇ ਅਤੇ ਕੋਈ ਵੀ ਯੋਗ ਲਾਭਪਾਤਰੀ ਇਨ੍ਹਾਂ ਦੇ ਲਾਭ ਤੋਂ ਵਾਂਝਾ ਨਹੀਂ ਰਹਿਣਾ ਚਾਹੀਦਾ ਇਹ ਹਦਾਇਤ ਲੋਕ ਸਭਾ ਹਲਕਾ ਸ੍ਰੀ ਅਨੰਦਪੁਰ ਸਾਹਿਬ ਤੋਂ ਸੰਸਦ ਮੈਂਬਰ ਮਲਵਿੰਦਰ ਸਿੰਘ ਕੰਗ ਵੱਲੋਂ ਅੱਜ ਜ਼ਿਲ੍ਹਾ ਪ੍ਰਬੰਧਕੀ ਕੰਪਲੈਕਸ ਵਿਖੇ ਜ਼ਿਲ੍ਹਾ ਵਿਕਾਸ ਕੋਆਰਡੀਨੇਸ਼ਨ ਤੇ ਮਾਨੀਟਰਿੰਗ ਕਮੇਟੀ (ਦਿਸ਼ਾ) ਦੀ ਮੀਟਿੰਗ ਦੌਰਾਨ ਅਧਿਕਾਰੀਆਂ ਨੂੰ ਕੀਤੀ। ਵਿਧਾਇਕ ਬਲਾਚੌਰ ਸੰਤੋਸ਼ ਕਟਾਰੀਆ, ਡਿਪਟੀ ਕਮਿਸ਼ਨਰ ਰਾਜੇਸ਼ ਧੀਮਾਨ ਅਤੇ ਹੋਰਨਾਂ ਆਗੂਆਂ ਦੀ ਮੌਜੂਦਗੀ ਵਿਚ ਹੋਈ ਇਸ ਮੀਟਿੰਗ ਦੌਰਾਨ ਜ਼ਿਲ੍ਹੇ ਵਿਚ ਚੱਲ ਰਹੀਆਂ ਕੇਂਦਰੀ ਯੋਜਨਾਵਾਂ ਦੀ ਬਾਰੀਕੀ ਨਾਲ ਸਮੀਖਿਆ ਕਰਦਿਆਂ ਮਲਵਿੰਦਰ ਸਿੰਘ ਕੰਗ ਨੇ ਕਿਹਾ ਕਿ ਚੱਲ ਰਹੇ ਵਿਕਾਸ ਕਾਰਜ ਮਿੱਥੇ ਸਮੇਂ ਅੰਦਰ ਮੁਕੰਮਲ ਕਰਕੇ ਇਨ੍ਹਾਂ ਦੇ ਵਰਤੋਂ ਸਰਟੀਫਿਕੇਟ ਦੇਣੇ ਵੀ ਯਕੀਨੀ ਬਣਾਏ ਜਾਣ। ਉਨ੍ਹਾਂ ਕਿਹਾ ਕਿ ਸਰਕਾਰ ਦੀਆਂ ਵੱਖ-ਵੱਖ ਯੋਜਨਾਵਾਂ ਨੂੰ ਸੁਚਾਰੂ ਅਤੇ [336,1126,476,1388]
meeting-hall-photo-icon [481,1097,756,1246]
newspaper-logo: Page3News [374,42,566,87]
